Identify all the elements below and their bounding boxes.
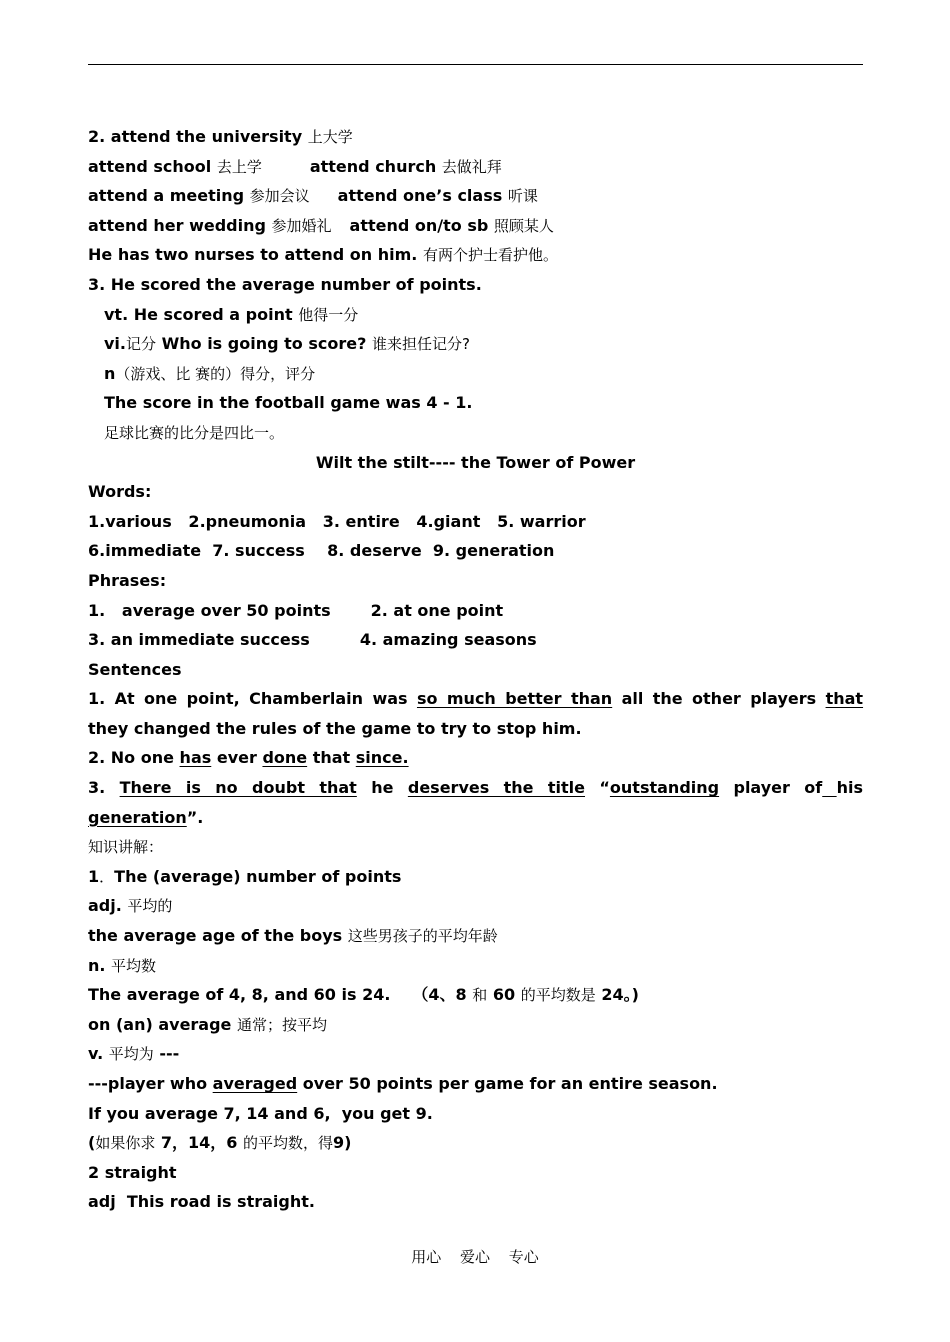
phrases-heading: Phrases: [88, 570, 167, 590]
text-line: attend her wedding 参加婚礼 attend on/to sb 照顾某人 [88, 215, 554, 235]
text-line: 2 straight [88, 1162, 177, 1182]
text-line: vt. He scored a point 他得一分 [104, 304, 359, 324]
text-line: (如果你求 7，14，6 的平均数，得9) [88, 1133, 352, 1153]
text-line: 1.various 2.pneumonia 3. entire 4.giant 5. warrior [88, 511, 586, 531]
footer-text: 用心 [411, 1248, 442, 1266]
text-line: 3. an immediate success 4. amazing seasons [88, 630, 537, 650]
text-line: If you average 7, 14 and 6, you get 9. [88, 1103, 433, 1123]
text-line: 1. average over 50 points 2. at one point [88, 600, 504, 620]
section-title: Wilt the stilt---- the Tower of Power [315, 452, 636, 472]
footer-text: 专心 [508, 1248, 539, 1266]
text-line: 1．The (average) number of points [88, 866, 402, 886]
text-line: on (an) average 通常；按平均 [88, 1014, 327, 1034]
header-rule [88, 64, 863, 65]
text-line: 3. There is no doubt that he deserves the title “outstanding player of his [88, 778, 864, 798]
text-line: n（游戏、比 赛的）得分，评分 [104, 363, 316, 383]
text-line: v. 平均为 --- [88, 1044, 180, 1064]
footer-text: 爱心 [459, 1248, 490, 1266]
text-line: 6.immediate 7. success 8. deserve 9. generation [88, 541, 555, 561]
page-footer [0, 1246, 950, 1267]
words-heading: Words: [88, 482, 152, 502]
text-line: ---player who averaged over 50 points per game for an entire season. [88, 1074, 718, 1093]
text-line: generation”. [88, 807, 204, 827]
text-line: 足球比赛的比分是四比一。 [104, 423, 285, 442]
text-line: The average of 4, 8, and 60 is 24. （4、8 和 60 的平均数是 24。) [88, 985, 639, 1005]
text-line: adj This road is straight. [88, 1192, 315, 1212]
text-line: attend a meeting 参加会议 attend one’s class 听课 [88, 186, 538, 206]
document-body [88, 122, 863, 1217]
text-line: He has two nurses to attend on him. 有两个护士看护他。 [88, 245, 558, 265]
text-line: the average age of the boys 这些男孩子的平均年龄 [88, 926, 498, 946]
text-line: The score in the football game was 4 - 1. [104, 393, 473, 413]
text-line: 2. attend the university 上大学 [88, 127, 353, 146]
text-line: 1. At one point, Chamberlain was so much better than all the other players that [88, 689, 864, 709]
knowledge-heading: 知识讲解： [88, 838, 164, 857]
text-line: vi.记分 Who is going to score? 谁来担任记分? [104, 334, 470, 354]
sentences-heading: Sentences [88, 659, 182, 679]
text-line: adj. 平均的 [88, 896, 173, 916]
text-line: 2. No one has ever done that since. [88, 748, 409, 768]
text-line: attend school 去上学 attend church 去做礼拜 [88, 156, 502, 176]
text-line: 3. He scored the average number of points. [88, 274, 482, 294]
text-line: they changed the rules of the game to try to stop him. [88, 718, 582, 738]
text-line: n. 平均数 [88, 955, 157, 975]
